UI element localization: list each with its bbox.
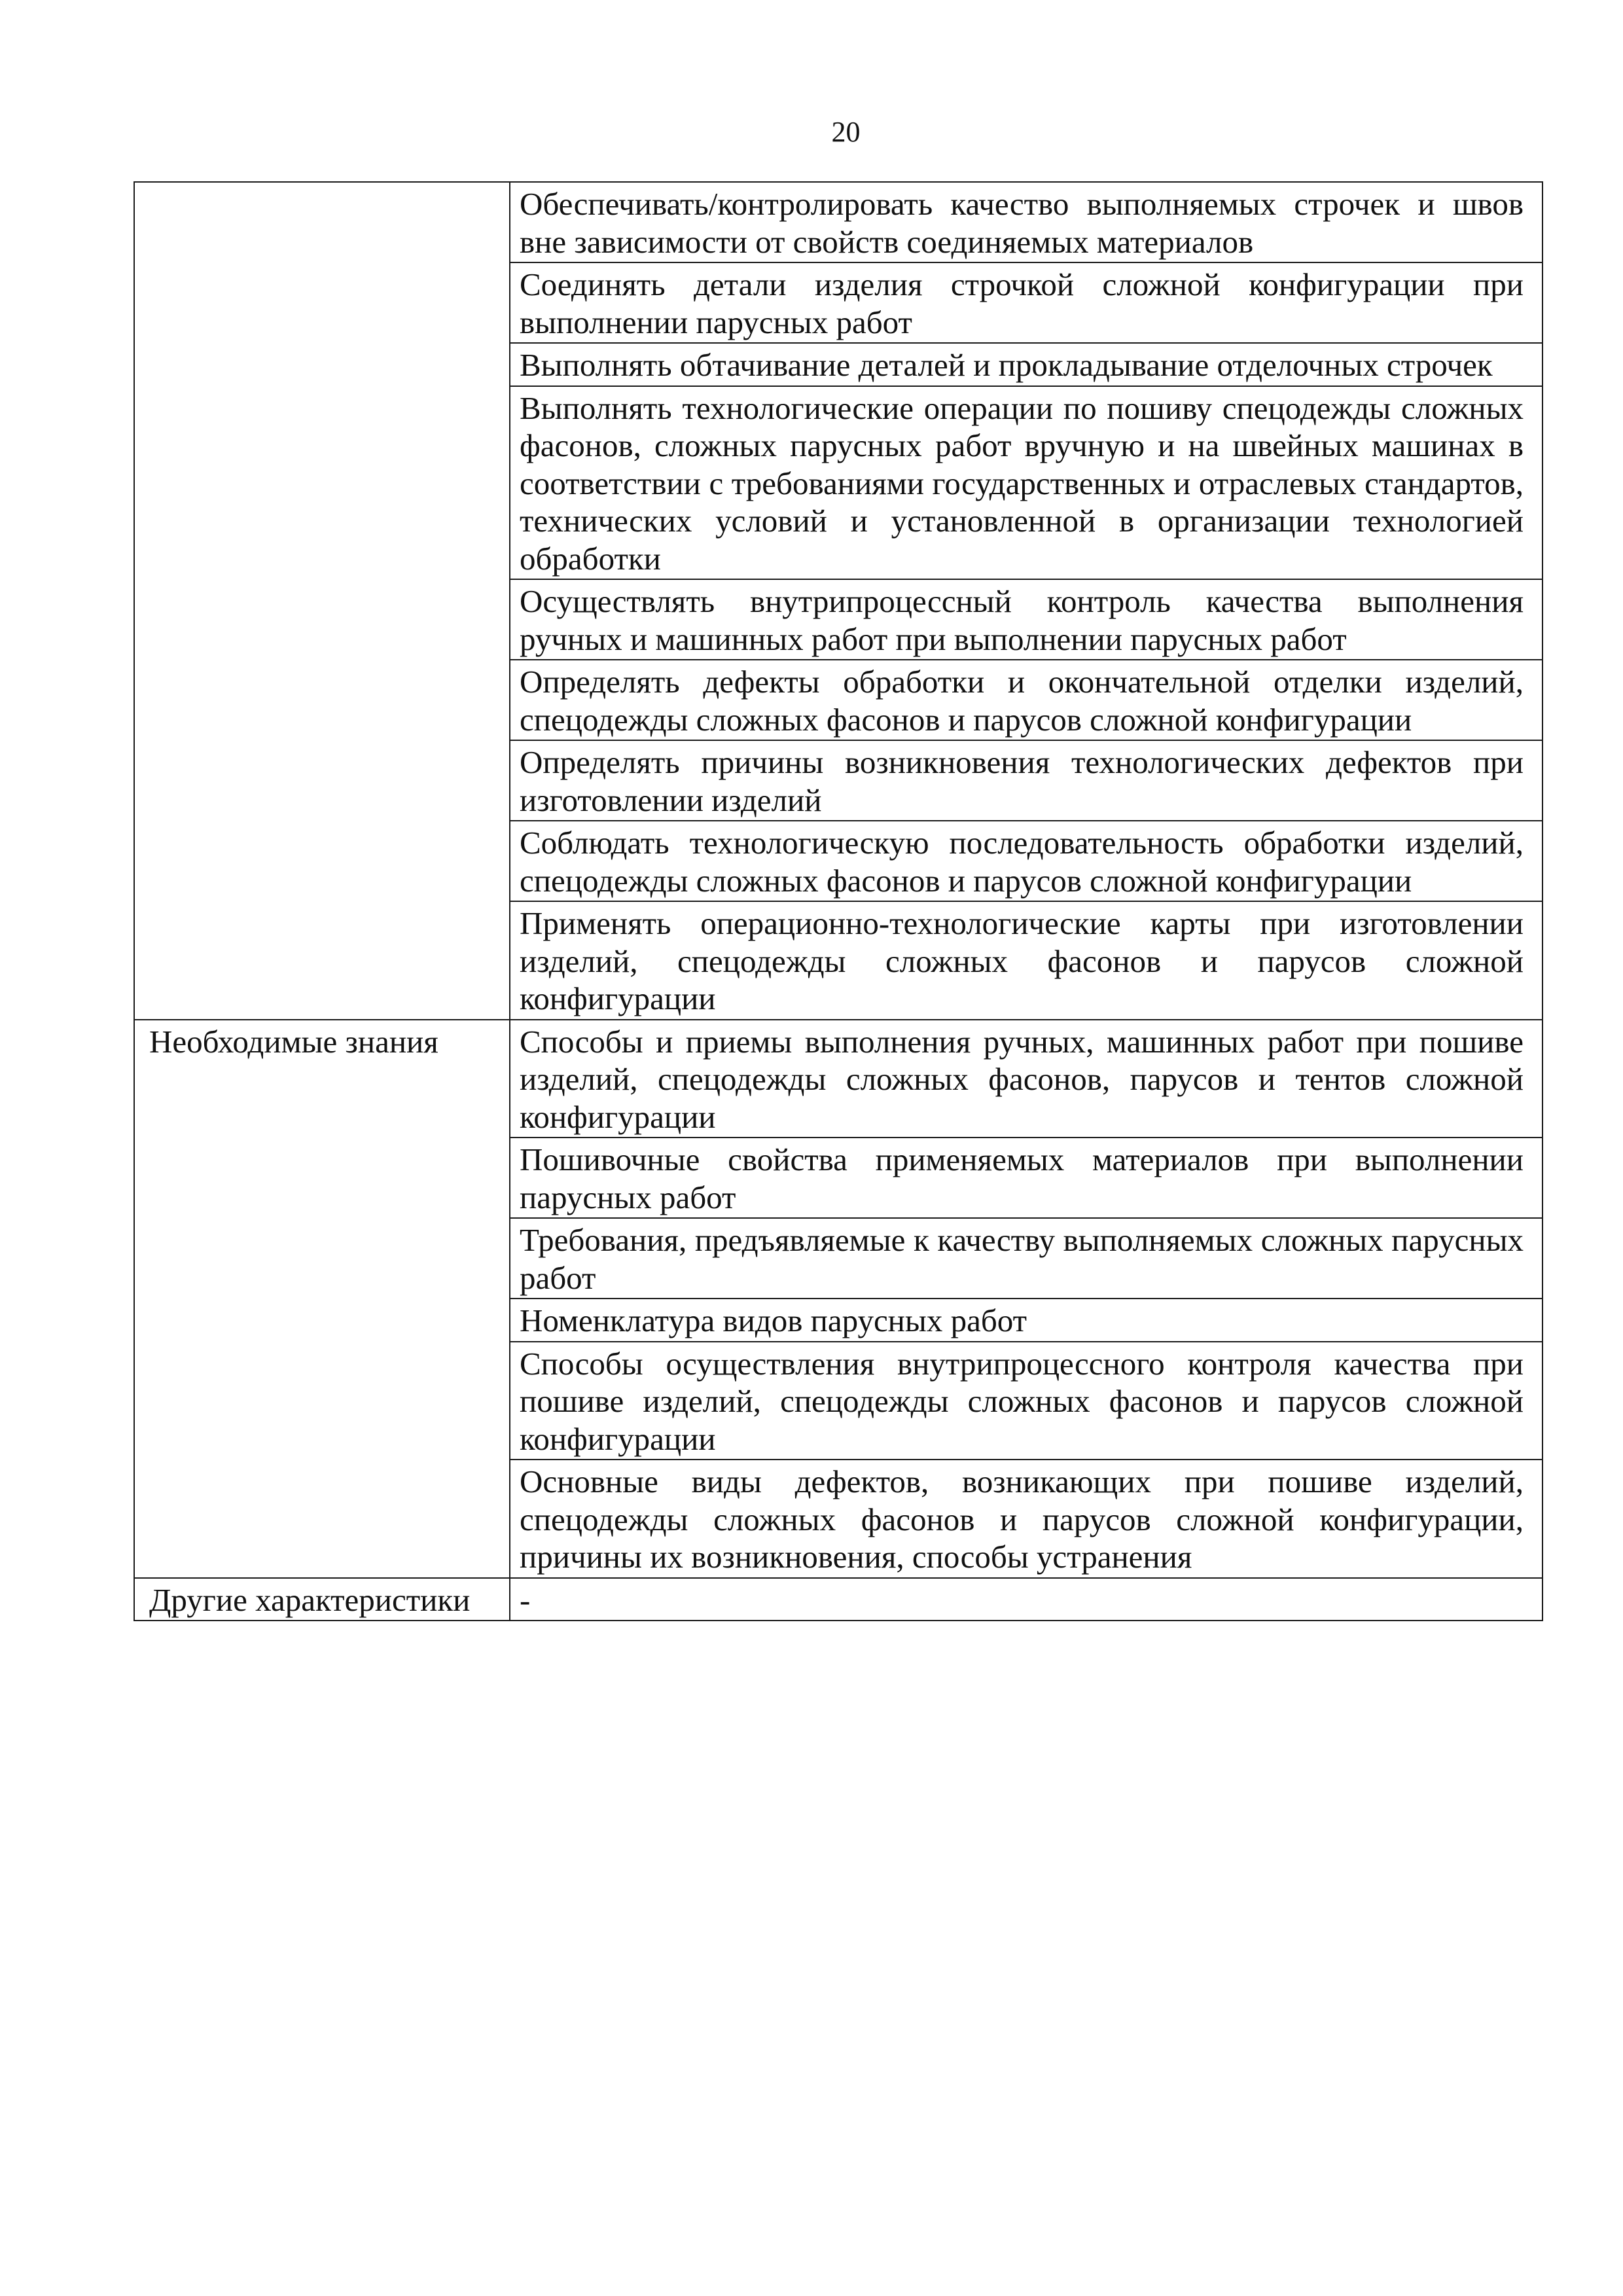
knowledge-item: Основные виды дефектов, возникающих при пошиве изделий, спецодежды сложных фасонов и парусов сложной конфигурации, причины их возникновения, способы устранения	[510, 1460, 1543, 1578]
skill-item: Соединять детали изделия строчкой сложной конфигурации при выполнении парусных работ	[510, 262, 1543, 343]
skill-item: Обеспечивать/контролировать качество выполняемых строчек и швов вне зависимости от свойств соединяемых материалов	[510, 182, 1543, 262]
skill-item: Определять дефекты обработки и окончательной отделки изделий, спецодежды сложных фасонов и парусов сложной конфигурации	[510, 660, 1543, 740]
skill-item: Соблюдать технологическую последовательность обработки изделий, спецодежды сложных фасонов и парусов сложной конфигурации	[510, 821, 1543, 901]
skill-item: Применять операционно-технологические карты при изготовлении изделий, спецодежды сложных фасонов и парусов сложной конфигурации	[510, 901, 1543, 1020]
skill-item: Выполнять технологические операции по пошиву спецодежды сложных фасонов, сложных парусных работ вручную и на швейных машинах в соответствии с требованиями государственных и отраслевых стандартов, технических условий и установленной в организации технологией обработки	[510, 386, 1543, 580]
knowledge-label: Необходимые знания	[134, 1020, 510, 1578]
requirements-table	[134, 181, 1543, 1621]
knowledge-item: Требования, предъявляемые к качеству выполняемых сложных парусных работ	[510, 1218, 1543, 1299]
skill-item: Определять причины возникновения технологических дефектов при изготовлении изделий	[510, 740, 1543, 821]
table-row	[134, 1578, 1543, 1621]
knowledge-item: Способы осуществления внутрипроцессного контроля качества при пошиве изделий, спецодежды сложных фасонов и парусов сложной конфигурации	[510, 1342, 1543, 1460]
page-number: 20	[831, 116, 861, 148]
knowledge-item: Способы и приемы выполнения ручных, машинных работ при пошиве изделий, спецодежды сложных фасонов, парусов и тентов сложной конфигурации	[510, 1020, 1543, 1138]
table-row	[134, 1020, 1543, 1138]
skill-item: Выполнять обтачивание деталей и прокладывание отделочных строчек	[510, 343, 1543, 386]
empty-label-cell	[134, 182, 510, 1020]
knowledge-item: Номенклатура видов парусных работ	[510, 1299, 1543, 1342]
other-characteristics-value: -	[510, 1578, 1543, 1621]
other-characteristics-label: Другие характеристики	[134, 1578, 510, 1621]
skill-item: Осуществлять внутрипроцессный контроль качества выполнения ручных и машинных работ при выполнении парусных работ	[510, 579, 1543, 660]
knowledge-item: Пошивочные свойства применяемых материалов при выполнении парусных работ	[510, 1138, 1543, 1218]
table-row	[134, 182, 1543, 262]
